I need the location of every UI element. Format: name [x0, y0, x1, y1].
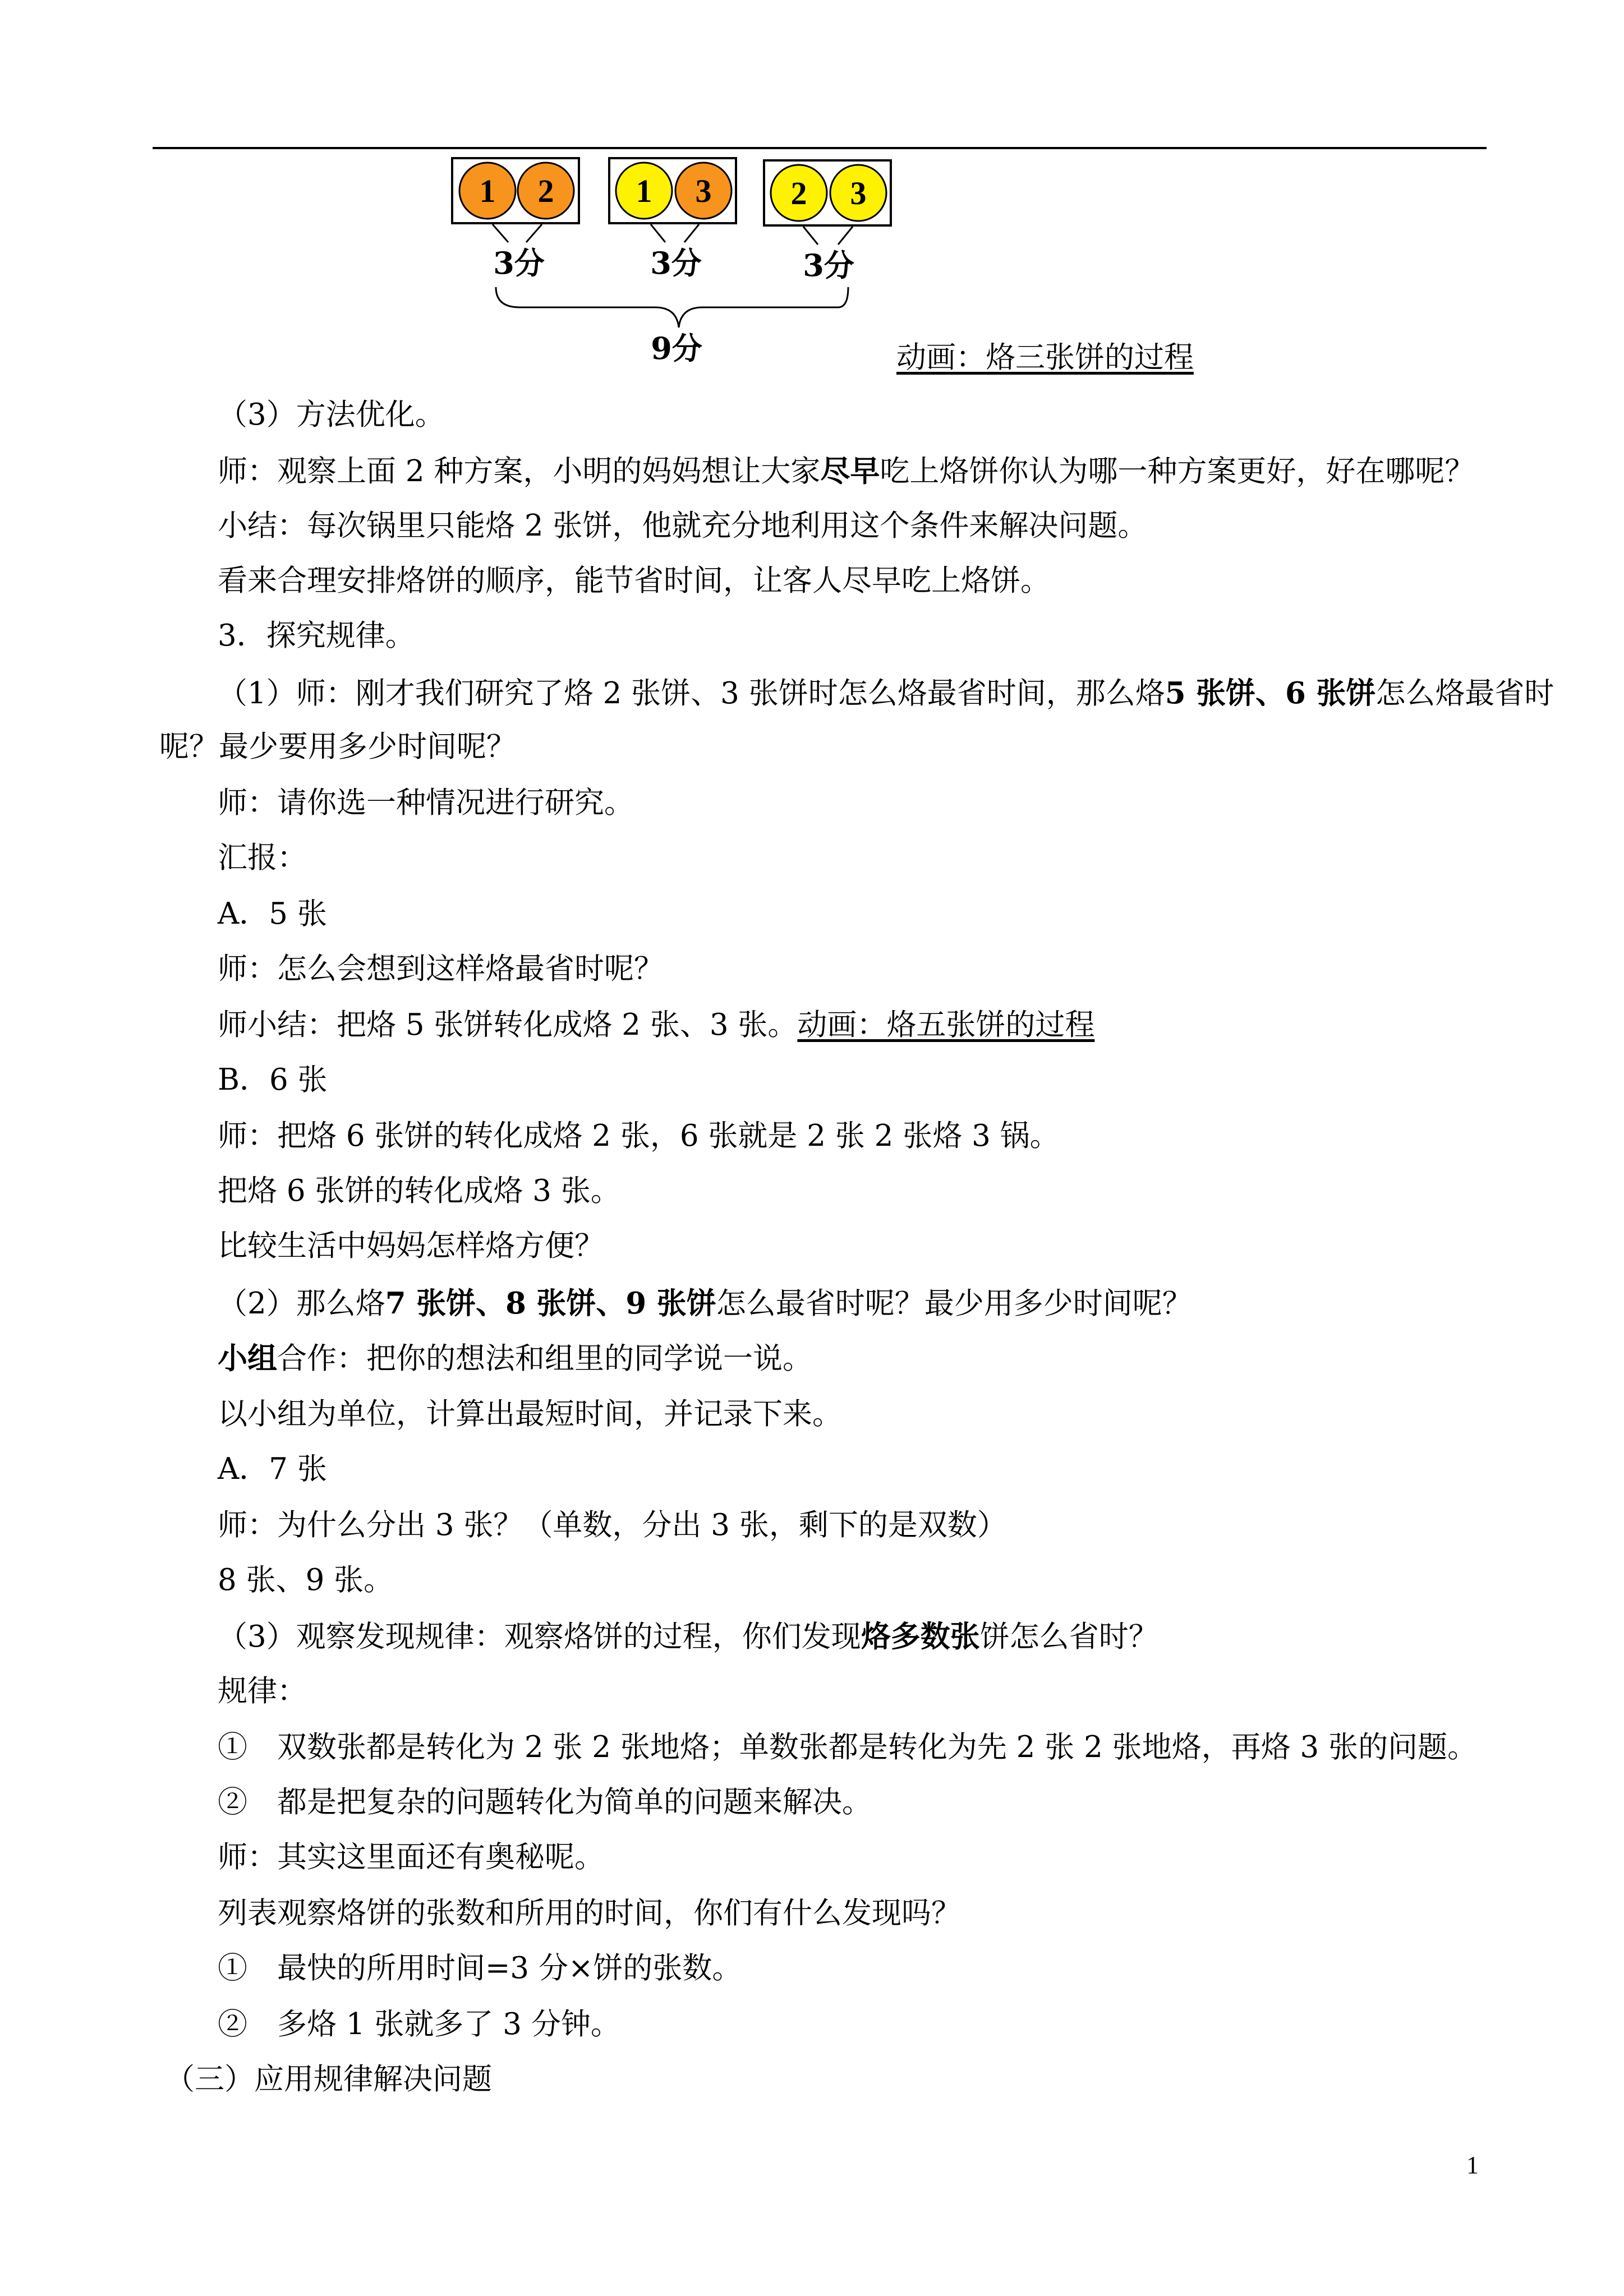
animation-link-three-pancakes[interactable]: 动画：烙三张饼的过程 [896, 340, 1194, 375]
pancake-group-2 [609, 158, 736, 281]
paragraph-line: 8 张、9 张。 [218, 1563, 394, 1597]
bold-span: 小组 [218, 1341, 277, 1376]
bold-span: 尽早 [820, 454, 880, 488]
pancake-label: 1 [479, 173, 496, 209]
paragraph-line: 看来合理安排烙饼的顺序，能节省时间，让客人尽早吃上烙饼。 [218, 564, 1050, 598]
text-span: 合作：把你的想法和组里的同学说一说。 [277, 1341, 812, 1376]
paragraph-line: A．7 张 [218, 1452, 327, 1486]
paragraph-line: 汇报： [218, 841, 307, 875]
pancake-label: 3 [695, 173, 712, 209]
section-method-optimization: （3）方法优化。 [218, 398, 445, 432]
paragraph-line [218, 1285, 1192, 1322]
paragraph-line: A．5 张 [218, 897, 327, 931]
bold-span: 7 张饼、8 张饼、9 张饼 [385, 1286, 716, 1321]
paragraph-line: 师：怎么会想到这样烙最省时呢？ [218, 952, 664, 986]
paragraph-line: B．6 张 [218, 1063, 328, 1097]
paragraph-line [218, 1007, 1094, 1043]
paragraph-line: 师：其实这里面还有奥秘呢。 [218, 1840, 604, 1874]
list-item: ② 多烙 1 张就多了 3 分钟。 [218, 2007, 620, 2041]
paragraph-line: 小结：每次锅里只能烙 2 张饼，他就充分地利用这个条件来解决问题。 [218, 509, 1148, 543]
text-span: 师小结：把烙 5 张饼转化成烙 2 张、3 张。 [218, 1008, 798, 1042]
text-span: 饼怎么省时？ [979, 1620, 1158, 1654]
pancake-group-3 [764, 160, 891, 283]
total-time-label: 9分 [651, 330, 702, 366]
paragraph-line: 师：请你选一种情况进行研究。 [218, 786, 634, 820]
paragraph-line [218, 1340, 812, 1377]
list-item: ① 双数张都是转化为 2 张 2 张地烙；单数张都是转化为先 2 张 2 张地烙，再烙 3 张的问题。 [218, 1730, 1478, 1764]
pancake-label: 3 [850, 175, 867, 211]
section-heading: （三）应用规律解决问题 [165, 2062, 492, 2096]
paragraph-line: 把烙 6 张饼的转化成烙 3 张。 [218, 1174, 620, 1208]
pancake-label: 1 [636, 173, 652, 209]
list-item: ② 都是把复杂的问题转化为简单的问题来解决。 [218, 1785, 872, 1819]
pancake-label: 2 [537, 173, 554, 209]
section-heading: 3．探究规律。 [218, 619, 415, 653]
paragraph-line: 以小组为单位，计算出最短时间，并记录下来。 [218, 1397, 842, 1431]
paragraph-line: 师：把烙 6 张饼的转化成烙 2 张，6 张就是 2 张 2 张烙 3 锅。 [218, 1119, 1060, 1153]
pancake-diagram [0, 0, 1624, 370]
paragraph-line: 列表观察烙饼的张数和所用的时间，你们有什么发现吗？ [218, 1896, 961, 1930]
list-item: ① 最快的所用时间=3 分×饼的张数。 [218, 1951, 742, 1985]
pancake-label: 2 [790, 175, 807, 211]
paragraph-line: 比较生活中妈妈怎样烙方便？ [218, 1229, 604, 1263]
group-time-label: 3分 [803, 247, 854, 283]
bold-span: 5 张饼、6 张饼 [1165, 676, 1376, 711]
group-time-label: 3分 [493, 245, 545, 281]
text-span: 怎么最省时呢？最少用多少时间呢？ [716, 1287, 1192, 1321]
text-span: 吃上烙饼你认为哪一种方案更好，好在哪呢？ [880, 454, 1475, 488]
pancake-group-1 [452, 158, 579, 281]
paragraph-line: 规律： [218, 1674, 307, 1708]
bold-span: 烙多数张 [861, 1619, 980, 1654]
text-span: （2）那么烙 [218, 1287, 385, 1321]
text-span: 师：观察上面 2 种方案，小明的妈妈想让大家 [218, 454, 821, 488]
paragraph-line [218, 675, 1554, 712]
paragraph-line: 呢？最少要用多少时间呢？ [159, 730, 516, 764]
animation-link-five-pancakes[interactable]: 动画：烙五张饼的过程 [797, 1008, 1095, 1042]
paragraph-line [218, 1619, 1158, 1655]
group-time-label: 3分 [650, 245, 702, 281]
total-brace [496, 287, 848, 328]
text-span: 怎么烙最省时 [1375, 676, 1554, 711]
text-span: （3）观察发现规律：观察烙饼的过程，你们发现 [218, 1620, 861, 1654]
paragraph-line: 师：为什么分出 3 张？（单数，分出 3 张，剩下的是双数） [218, 1508, 1007, 1542]
text-span: （1）师：刚才我们研究了烙 2 张饼、3 张饼时怎么烙最省时间，那么烙 [218, 676, 1165, 711]
paragraph-line [218, 453, 1474, 490]
page-number: 1 [1466, 2151, 1479, 2179]
